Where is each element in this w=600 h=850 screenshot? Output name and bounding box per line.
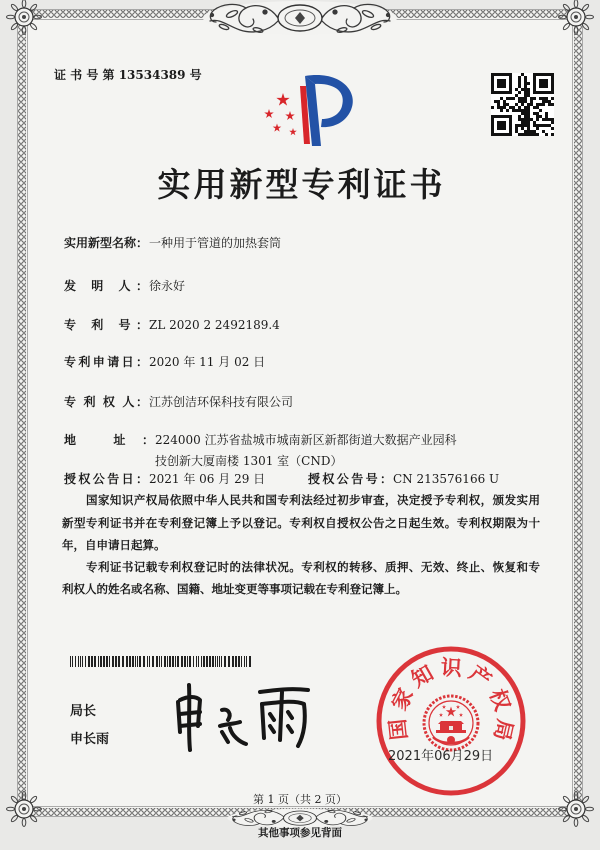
national-emblem-icon xyxy=(424,696,478,750)
field-value-line-1: 224000 江苏省盐城市城南新区新都街道大数据产业园科 xyxy=(155,433,457,447)
field-application-date xyxy=(64,354,265,370)
statement-paragraph-2-line: 利权人的姓名或名称、国籍、地址变更等事项记载在专利登记簿上。 xyxy=(62,582,407,596)
field-value: 2020 年 11 月 02 日 xyxy=(149,355,266,369)
statement-paragraph-2-line: 专利证书记载专利权登记时的法律状况。专利权的转移、质押、无效、终止、恢复和专 xyxy=(86,560,540,574)
field-patentee xyxy=(64,394,293,410)
field-patent-number xyxy=(64,317,280,333)
handwritten-signature xyxy=(170,680,320,752)
official-seal xyxy=(372,642,530,800)
field-utility-model-name xyxy=(64,235,281,251)
field-label: 专 利 权 人： xyxy=(64,395,148,409)
certificate-number: 证 书 号 第 13534389 号 xyxy=(54,68,202,82)
field-value: 江苏创洁环保科技有限公司 xyxy=(149,395,294,409)
signatory-title: 局长 xyxy=(70,704,97,719)
statement-paragraph-1-line: 国家知识产权局依照中华人民共和国专利法经过初步审查，决定授予专利权，颁发实用 xyxy=(86,493,540,507)
back-side-note: 其他事项参见背面 xyxy=(258,827,342,839)
field-label: 授权公告日： xyxy=(64,472,148,486)
field-label: 专 利 号： xyxy=(64,318,148,332)
page-indicator: 第 1 页（共 2 页） xyxy=(253,793,347,806)
field-inventor xyxy=(64,278,185,294)
cnipa-logo xyxy=(255,70,365,150)
field-value: 徐永好 xyxy=(149,279,186,293)
field-label: 实用新型名称： xyxy=(64,236,149,250)
field-value: CN 213576166 U xyxy=(393,472,500,486)
field-label: 授权公告号： xyxy=(308,472,392,486)
field-label: 地 址： xyxy=(64,433,154,447)
seal-text: 国家知识产权局 xyxy=(384,655,518,749)
signatory-name: 申长雨 xyxy=(70,732,110,747)
field-label: 发 明 人： xyxy=(64,279,148,293)
field-label: 专利申请日： xyxy=(64,355,148,369)
field-grant-date xyxy=(64,471,265,487)
qr-code xyxy=(491,73,554,136)
field-value: 一种用于管道的加热套筒 xyxy=(149,236,282,250)
seal-date: 2021年06月29日 xyxy=(388,749,494,764)
statement-paragraph-1-line: 年，自申请日起算。 xyxy=(62,538,166,552)
certificate-title: 实用新型专利证书 xyxy=(157,165,446,204)
field-address xyxy=(64,432,457,448)
barcode xyxy=(70,656,255,667)
statement-paragraph-1-line: 新型专利证书并在专利登记簿上予以登记。专利权自授权公告之日起生效。专利权期限为十 xyxy=(62,516,540,530)
field-grant-number xyxy=(308,471,499,487)
field-value: 2021 年 06 月 29 日 xyxy=(149,472,266,486)
field-value-line-2: 技创新大厦南楼 1301 室（CND） xyxy=(155,454,343,468)
field-value: ZL 2020 2 2492189.4 xyxy=(149,318,280,332)
